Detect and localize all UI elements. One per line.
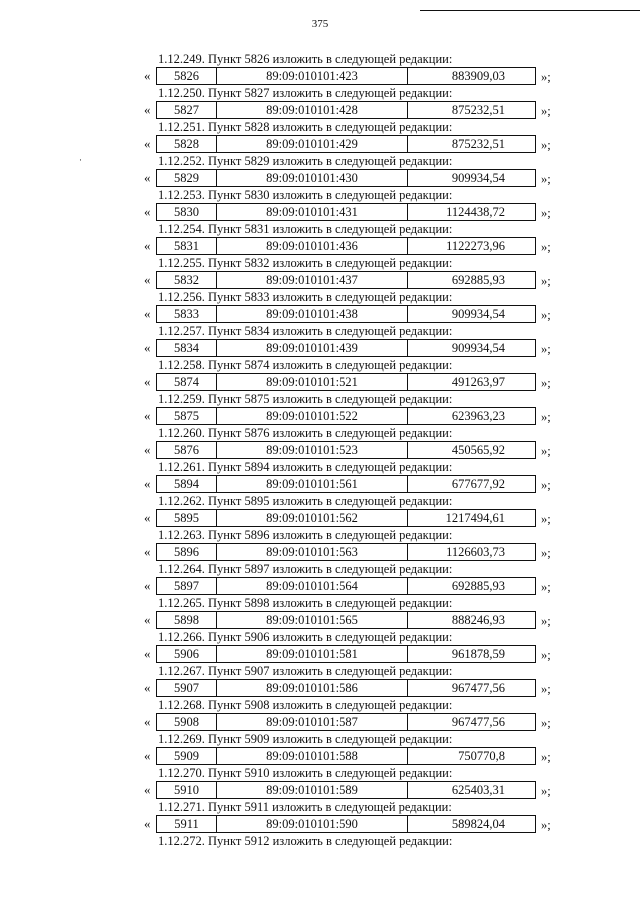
- amendment-heading: 1.12.268. Пункт 5908 изложить в следующей редакции:: [158, 698, 453, 712]
- item-number-cell: 5827: [157, 102, 217, 118]
- closing-quote: »;: [541, 240, 551, 254]
- amendment-row: [0, 475, 640, 493]
- opening-quote: «: [144, 782, 151, 797]
- value-cell: 589824,04: [451, 817, 505, 831]
- opening-quote: «: [144, 102, 151, 117]
- amendment-entry: [0, 765, 640, 799]
- amendment-heading: 1.12.270. Пункт 5910 изложить в следующей редакции:: [158, 766, 453, 780]
- value-cell: 1217494,61: [445, 511, 505, 525]
- closing-quote: »;: [541, 546, 551, 560]
- value-cell: 1122273,96: [446, 239, 505, 253]
- amendment-entry: [0, 799, 640, 833]
- table-row: [156, 611, 536, 629]
- amendment-row: [0, 645, 640, 663]
- table-row: [156, 509, 536, 527]
- amendment-entry: [0, 323, 640, 357]
- amendment-row: [0, 441, 640, 459]
- cadastral-number-cell: 89:09:010101:565: [217, 612, 408, 628]
- cadastral-number-cell: 89:09:010101:561: [217, 476, 408, 492]
- opening-quote: «: [144, 476, 151, 491]
- closing-quote: »;: [541, 716, 551, 730]
- opening-quote: «: [144, 408, 151, 423]
- entries-container: [0, 51, 640, 833]
- amendment-heading: 1.12.269. Пункт 5909 изложить в следующей редакции:: [158, 732, 453, 746]
- closing-quote: »;: [541, 172, 551, 186]
- table-row: [156, 339, 536, 357]
- value-cell: 677677,92: [451, 477, 505, 491]
- amendment-heading: 1.12.257. Пункт 5834 изложить в следующей редакции:: [158, 324, 453, 338]
- amendment-heading: 1.12.263. Пункт 5896 изложить в следующей редакции:: [158, 528, 453, 542]
- closing-quote: »;: [541, 784, 551, 798]
- opening-quote: «: [144, 714, 151, 729]
- opening-quote: «: [144, 544, 151, 559]
- amendment-entry: [0, 119, 640, 153]
- amendment-row: [0, 101, 640, 119]
- value-cell: 909934,54: [451, 171, 505, 185]
- cadastral-number-cell: 89:09:010101:523: [217, 442, 408, 458]
- value-cell: 875232,51: [451, 103, 505, 117]
- item-number-cell: 5828: [157, 136, 217, 152]
- table-row: [156, 747, 536, 765]
- amendment-row: [0, 543, 640, 561]
- amendment-row: [0, 713, 640, 731]
- amendment-entry: [0, 629, 640, 663]
- cadastral-number-cell: 89:09:010101:438: [217, 306, 408, 322]
- amendment-heading: 1.12.261. Пункт 5894 изложить в следующей редакции:: [158, 460, 453, 474]
- item-number-cell: 5834: [157, 340, 217, 356]
- amendment-entry: [0, 153, 640, 187]
- closing-quote: »;: [541, 648, 551, 662]
- cadastral-number-cell: 89:09:010101:436: [217, 238, 408, 254]
- item-number-cell: 5876: [157, 442, 217, 458]
- value-cell: 967477,56: [451, 715, 505, 729]
- amendment-heading: 1.12.252. Пункт 5829 изложить в следующей редакции:: [158, 154, 453, 168]
- amendment-entry: [0, 731, 640, 765]
- amendment-heading: 1.12.262. Пункт 5895 изложить в следующей редакции:: [158, 494, 453, 508]
- amendment-row: [0, 509, 640, 527]
- table-row: [156, 543, 536, 561]
- cadastral-number-cell: 89:09:010101:564: [217, 578, 408, 594]
- amendment-heading: 1.12.265. Пункт 5898 изложить в следующей редакции:: [158, 596, 453, 610]
- value-cell: 1126603,73: [446, 545, 505, 559]
- value-cell: 909934,54: [451, 307, 505, 321]
- margin-mark: ·: [79, 155, 82, 165]
- amendment-entry: [0, 561, 640, 595]
- item-number-cell: 5908: [157, 714, 217, 730]
- amendment-entry: [0, 391, 640, 425]
- opening-quote: «: [144, 238, 151, 253]
- value-cell: 692885,93: [451, 273, 505, 287]
- closing-quote: »;: [541, 478, 551, 492]
- amendment-row: [0, 747, 640, 765]
- opening-quote: «: [144, 340, 151, 355]
- closing-quote: »;: [541, 818, 551, 832]
- cadastral-number-cell: 89:09:010101:439: [217, 340, 408, 356]
- cadastral-number-cell: 89:09:010101:589: [217, 782, 408, 798]
- amendment-row: [0, 781, 640, 799]
- amendment-row: [0, 305, 640, 323]
- amendment-heading: 1.12.267. Пункт 5907 изложить в следующей редакции:: [158, 664, 453, 678]
- opening-quote: «: [144, 374, 151, 389]
- amendment-row: [0, 373, 640, 391]
- cadastral-number-cell: 89:09:010101:423: [217, 68, 408, 84]
- page-number: 375: [311, 18, 329, 30]
- closing-quote: »;: [541, 512, 551, 526]
- closing-quote: »;: [541, 376, 551, 390]
- table-row: [156, 577, 536, 595]
- cadastral-number-cell: 89:09:010101:586: [217, 680, 408, 696]
- amendment-row: [0, 271, 640, 289]
- opening-quote: «: [144, 748, 151, 763]
- amendment-entry: [0, 425, 640, 459]
- closing-quote: »;: [541, 138, 551, 152]
- amendment-entry: [0, 85, 640, 119]
- amendment-entry: [0, 527, 640, 561]
- opening-quote: «: [144, 816, 151, 831]
- opening-quote: «: [144, 170, 151, 185]
- amendment-entry: [0, 255, 640, 289]
- value-cell: 875232,51: [451, 137, 505, 151]
- amendment-entry: [0, 187, 640, 221]
- item-number-cell: 5896: [157, 544, 217, 560]
- table-row: [156, 101, 536, 119]
- amendment-entry: [0, 289, 640, 323]
- item-number-cell: 5906: [157, 646, 217, 662]
- cadastral-number-cell: 89:09:010101:430: [217, 170, 408, 186]
- amendment-heading: 1.12.266. Пункт 5906 изложить в следующей редакции:: [158, 630, 453, 644]
- closing-quote: »;: [541, 104, 551, 118]
- amendment-heading: 1.12.255. Пункт 5832 изложить в следующей редакции:: [158, 256, 453, 270]
- amendment-heading: 1.12.271. Пункт 5911 изложить в следующей редакции:: [158, 800, 452, 814]
- amendment-heading: 1.12.259. Пункт 5875 изложить в следующей редакции:: [158, 392, 453, 406]
- opening-quote: «: [144, 680, 151, 695]
- table-row: [156, 713, 536, 731]
- item-number-cell: 5830: [157, 204, 217, 220]
- amendments-list: [0, 51, 640, 867]
- amendment-row: [0, 679, 640, 697]
- item-number-cell: 5910: [157, 782, 217, 798]
- amendment-row: [0, 577, 640, 595]
- cadastral-number-cell: 89:09:010101:581: [217, 646, 408, 662]
- table-row: [156, 475, 536, 493]
- final-entry: [0, 833, 640, 867]
- table-row: [156, 645, 536, 663]
- closing-quote: »;: [541, 614, 551, 628]
- opening-quote: «: [144, 442, 151, 457]
- opening-quote: «: [144, 272, 151, 287]
- table-row: [156, 203, 536, 221]
- cadastral-number-cell: 89:09:010101:587: [217, 714, 408, 730]
- final-heading: 1.12.272. Пункт 5912 изложить в следующей редакции:: [158, 834, 453, 848]
- table-row: [156, 679, 536, 697]
- closing-quote: »;: [541, 750, 551, 764]
- item-number-cell: 5895: [157, 510, 217, 526]
- amendment-entry: [0, 357, 640, 391]
- amendment-entry: [0, 221, 640, 255]
- item-number-cell: 5832: [157, 272, 217, 288]
- amendment-entry: [0, 51, 640, 85]
- amendment-heading: 1.12.260. Пункт 5876 изложить в следующей редакции:: [158, 426, 453, 440]
- item-number-cell: 5874: [157, 374, 217, 390]
- amendment-heading: 1.12.249. Пункт 5826 изложить в следующей редакции:: [158, 52, 453, 66]
- cadastral-number-cell: 89:09:010101:429: [217, 136, 408, 152]
- amendment-entry: [0, 459, 640, 493]
- table-row: [156, 373, 536, 391]
- closing-quote: »;: [541, 444, 551, 458]
- cadastral-number-cell: 89:09:010101:562: [217, 510, 408, 526]
- amendment-heading: 1.12.253. Пункт 5830 изложить в следующей редакции:: [158, 188, 453, 202]
- closing-quote: »;: [541, 70, 551, 84]
- table-row: [156, 271, 536, 289]
- closing-quote: »;: [541, 274, 551, 288]
- cadastral-number-cell: 89:09:010101:437: [217, 272, 408, 288]
- value-cell: 692885,93: [451, 579, 505, 593]
- amendment-row: [0, 203, 640, 221]
- table-row: [156, 169, 536, 187]
- amendment-heading: 1.12.256. Пункт 5833 изложить в следующей редакции:: [158, 290, 453, 304]
- opening-quote: «: [144, 136, 151, 151]
- table-row: [156, 781, 536, 799]
- amendment-heading: 1.12.251. Пункт 5828 изложить в следующей редакции:: [158, 120, 453, 134]
- table-row: [156, 407, 536, 425]
- closing-quote: »;: [541, 308, 551, 322]
- cadastral-number-cell: 89:09:010101:521: [217, 374, 408, 390]
- value-cell: 961878,59: [451, 647, 505, 661]
- value-cell: 750770,8: [458, 749, 505, 763]
- closing-quote: »;: [541, 410, 551, 424]
- opening-quote: «: [144, 204, 151, 219]
- amendment-entry: [0, 697, 640, 731]
- amendment-entry: [0, 595, 640, 629]
- table-row: [156, 135, 536, 153]
- value-cell: 491263,97: [451, 375, 505, 389]
- amendment-heading: 1.12.264. Пункт 5897 изложить в следующей редакции:: [158, 562, 453, 576]
- closing-quote: »;: [541, 206, 551, 220]
- item-number-cell: 5898: [157, 612, 217, 628]
- amendment-row: [0, 135, 640, 153]
- opening-quote: «: [144, 68, 151, 83]
- amendment-heading: 1.12.250. Пункт 5827 изложить в следующей редакции:: [158, 86, 453, 100]
- item-number-cell: 5897: [157, 578, 217, 594]
- value-cell: 888246,93: [451, 613, 505, 627]
- amendment-row: [0, 169, 640, 187]
- amendment-entry: [0, 493, 640, 527]
- item-number-cell: 5894: [157, 476, 217, 492]
- item-number-cell: 5826: [157, 68, 217, 84]
- closing-quote: »;: [541, 580, 551, 594]
- opening-quote: «: [144, 646, 151, 661]
- item-number-cell: 5911: [157, 816, 217, 832]
- item-number-cell: 5833: [157, 306, 217, 322]
- amendment-entry: [0, 663, 640, 697]
- opening-quote: «: [144, 510, 151, 525]
- table-row: [156, 237, 536, 255]
- item-number-cell: 5829: [157, 170, 217, 186]
- top-rule: [420, 10, 640, 11]
- value-cell: 1124438,72: [446, 205, 505, 219]
- closing-quote: »;: [541, 682, 551, 696]
- item-number-cell: 5875: [157, 408, 217, 424]
- value-cell: 967477,56: [451, 681, 505, 695]
- closing-quote: »;: [541, 342, 551, 356]
- value-cell: 883909,03: [451, 69, 505, 83]
- amendment-row: [0, 67, 640, 85]
- amendment-row: [0, 339, 640, 357]
- value-cell: 909934,54: [451, 341, 505, 355]
- table-row: [156, 67, 536, 85]
- cadastral-number-cell: 89:09:010101:563: [217, 544, 408, 560]
- item-number-cell: 5831: [157, 238, 217, 254]
- amendment-row: [0, 407, 640, 425]
- cadastral-number-cell: 89:09:010101:431: [217, 204, 408, 220]
- amendment-heading: 1.12.258. Пункт 5874 изложить в следующей редакции:: [158, 358, 453, 372]
- value-cell: 623963,23: [451, 409, 505, 423]
- table-row: [156, 815, 536, 833]
- value-cell: 625403,31: [451, 783, 505, 797]
- table-row: [156, 305, 536, 323]
- cadastral-number-cell: 89:09:010101:590: [217, 816, 408, 832]
- cadastral-number-cell: 89:09:010101:428: [217, 102, 408, 118]
- table-row: [156, 441, 536, 459]
- opening-quote: «: [144, 578, 151, 593]
- item-number-cell: 5909: [157, 748, 217, 764]
- value-cell: 450565,92: [451, 443, 505, 457]
- opening-quote: «: [144, 306, 151, 321]
- cadastral-number-cell: 89:09:010101:588: [217, 748, 408, 764]
- amendment-row: [0, 611, 640, 629]
- amendment-heading: 1.12.254. Пункт 5831 изложить в следующей редакции:: [158, 222, 453, 236]
- amendment-row: [0, 237, 640, 255]
- opening-quote: «: [144, 612, 151, 627]
- amendment-row: [0, 815, 640, 833]
- item-number-cell: 5907: [157, 680, 217, 696]
- cadastral-number-cell: 89:09:010101:522: [217, 408, 408, 424]
